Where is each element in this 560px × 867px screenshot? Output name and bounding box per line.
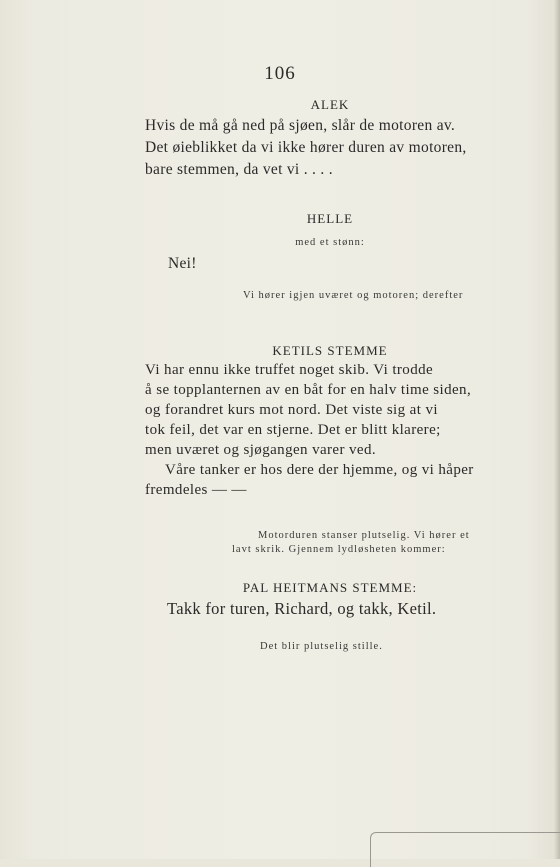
stage-direction-3: Det blir plutselig stille. [260,641,383,652]
speaker-pal: PAL HEITMANS STEMME: [242,580,418,595]
alek-line-1: Hvis de må gå ned på sjøen, slår de motoren av. [145,117,456,134]
stage-direction-2-line-1: Motorduren stanser plutselig. Vi hører et [258,530,470,541]
ketil-line-2: å se topplanternen av en båt for en halv time siden, [145,382,472,398]
ketil-line-6: Våre tanker er hos dere der hjemme, og vi håper [165,462,474,478]
stage-direction-2-line-2: lavt skrik. Gjennem lydløsheten kommer: [232,544,446,555]
ketil-line-4: tok feil, det var en stjerne. Det er blitt klarere; [145,422,441,438]
pal-line: Takk for turen, Richard, og takk, Ketil. [167,599,437,618]
ketil-line-1: Vi har ennu ikke truffet noget skib. Vi trodde [145,362,434,378]
speaker-ketil: KETILS STEMME [272,343,388,358]
ketil-line-5: men uværet og sjøgangen varer ved. [145,442,377,458]
alek-line-3: bare stemmen, da vet vi . . . . [145,161,333,178]
page-edge-shadow [554,0,560,859]
alek-line-2: Det øieblikket da vi ikke hører duren av motoren, [145,139,467,156]
page-corner-mark [370,832,560,867]
page-number: 106 [264,63,296,84]
ketil-line-7: fremdeles — — [145,482,247,498]
ketil-line-3: og forandret kurs mot nord. Det viste sig at vi [145,402,438,418]
speaker-helle: HELLE [306,211,354,226]
speaker-alek: ALEK [310,97,350,112]
helle-line: Nei! [168,255,197,272]
helle-direction: med et stønn: [295,237,365,248]
stage-direction-1: Vi hører igjen uværet og motoren; derefter [243,290,464,301]
